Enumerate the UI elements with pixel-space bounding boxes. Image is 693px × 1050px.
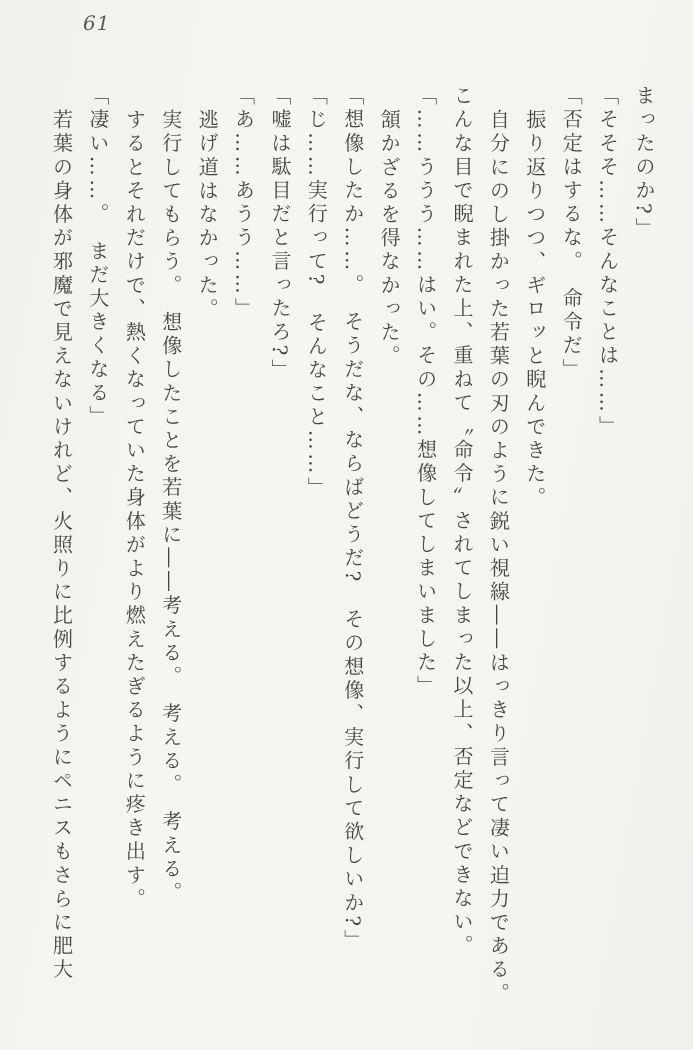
text-column: 振り返りつつ、ギロッと睨んできた。 — [522, 108, 547, 510]
text-column: こんな目で睨まれた上、重ねて〝命令〟されてしまった以上、否定などできない。 — [449, 85, 474, 959]
text-column: 逃げ道はなかった。 — [195, 108, 220, 321]
text-column: 「そそそ……そんなことは……」 — [595, 85, 620, 439]
text-column: 「嘘は駄目だと言ったろ?」 — [267, 85, 292, 383]
text-column: 「凄い……。 まだ大きくなる」 — [85, 85, 110, 429]
text-column: 自分にのし掛かった若葉の刃のように鋭い視線――はっきり言って凄い迫力である。 — [486, 108, 511, 1006]
text-column: 「……ううう……はい。その……想像してしまいました」 — [413, 85, 438, 699]
text-body — [42, 85, 662, 1013]
text-column: するとそれだけで、熱くなっていた身体がより燃えたぎるように疼き出す。 — [122, 108, 147, 911]
text-column: 「じ……実行って? そんなこと……」 — [304, 85, 329, 501]
text-column: 「あ……あうう……」 — [231, 85, 256, 321]
page-number: 61 — [83, 11, 111, 35]
text-column: 若葉の身体が邪魔で見えないけれど、火照りに比例するようにペニスもさらに肥大 — [49, 108, 74, 982]
text-column: 「想像したか……。 そうだな、ならばどうだ? その想像、実行して欲しいか?」 — [340, 85, 365, 954]
text-column: 実行してもらう。 想像したことを若葉に――考える。 考える。 考える。 — [158, 108, 183, 905]
text-column: 「否定はするな。 命令だ」 — [559, 85, 584, 382]
text-column: まったのか?」 — [632, 85, 656, 241]
text-column: 頷かざるを得なかった。 — [377, 108, 402, 369]
